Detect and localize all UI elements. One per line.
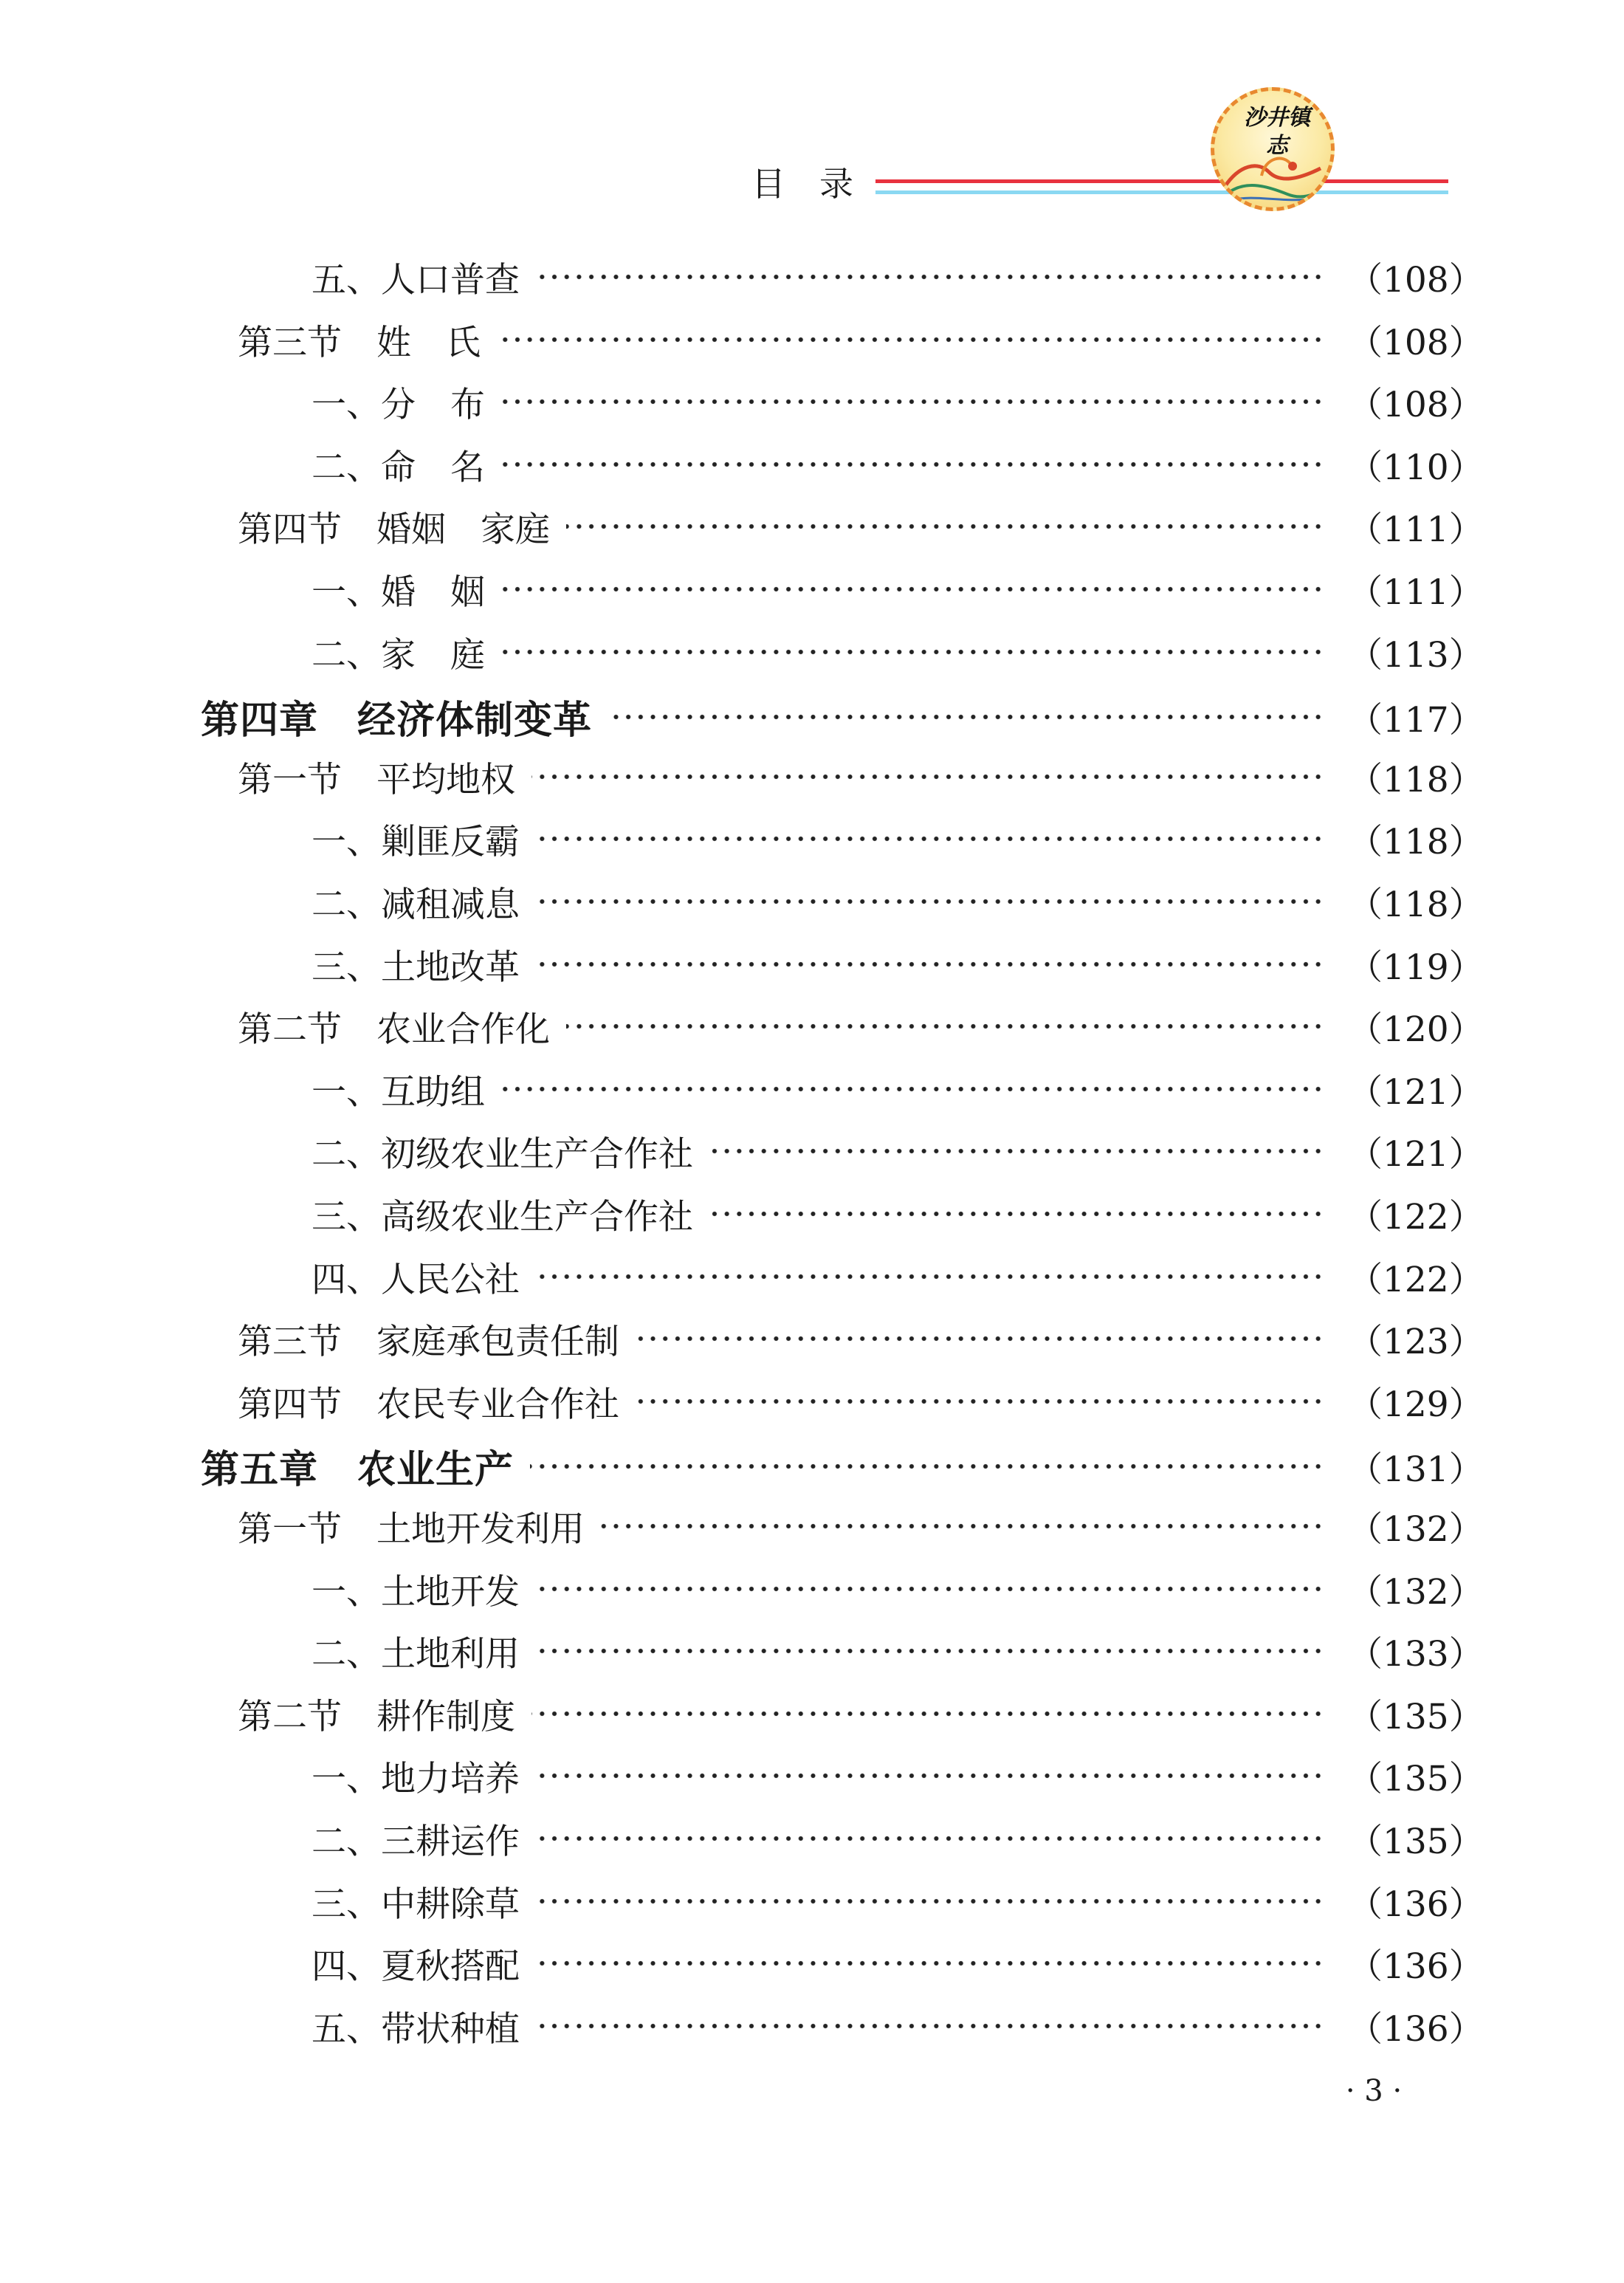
toc-entry-item bbox=[0, 874, 1624, 936]
toc-page-number: （110） bbox=[1348, 447, 1484, 488]
toc-title: 五、带状种植 bbox=[312, 2008, 520, 2050]
toc-page-number: （135） bbox=[1348, 1759, 1484, 1800]
toc-entry-chapter bbox=[0, 690, 1624, 752]
toc-entry-section bbox=[0, 999, 1624, 1061]
toc-title: 三、高级农业生产合作社 bbox=[312, 1197, 693, 1237]
toc-entry-item bbox=[0, 1187, 1624, 1249]
toc-entry-item bbox=[0, 625, 1624, 687]
toc-page-number: （118） bbox=[1348, 885, 1484, 925]
toc-leader-dots bbox=[709, 1203, 1324, 1225]
toc-title: 第一节 平均地权 bbox=[238, 759, 515, 800]
page-number: · 3 · bbox=[1345, 2074, 1403, 2108]
header-rule-blue bbox=[875, 190, 1448, 194]
toc-leader-dots bbox=[531, 766, 1324, 788]
seal-text: 沙井镇志 bbox=[1244, 105, 1310, 159]
toc-page-number: （123） bbox=[1348, 1322, 1484, 1363]
toc-entry-item bbox=[0, 1562, 1624, 1624]
toc-page-number: （118） bbox=[1348, 822, 1484, 863]
toc-leader-dots bbox=[636, 1328, 1324, 1350]
toc-entry-item bbox=[0, 562, 1624, 624]
toc-title: 二、三耕运作 bbox=[312, 1822, 520, 1862]
toc-entry-item bbox=[0, 1936, 1624, 1998]
toc-title: 第二节 农业合作化 bbox=[238, 1009, 550, 1051]
toc-title: 一、互助组 bbox=[312, 1071, 485, 1113]
toc-title: 一、分 布 bbox=[312, 385, 485, 426]
book-seal-logo bbox=[1211, 87, 1335, 211]
toc-page-number: （108） bbox=[1348, 385, 1484, 426]
toc-page-number: （118） bbox=[1348, 759, 1484, 800]
toc-title: 第二节 耕作制度 bbox=[238, 1696, 515, 1737]
toc-leader-dots bbox=[536, 1578, 1324, 1600]
toc-leader-dots bbox=[501, 453, 1324, 476]
toc-page-number: （132） bbox=[1348, 1571, 1484, 1613]
toc-leader-dots bbox=[501, 641, 1324, 663]
toc-entry-item bbox=[0, 1874, 1624, 1936]
toc-title: 第三节 姓 氏 bbox=[238, 322, 481, 363]
toc-entry-section bbox=[0, 312, 1624, 374]
toc-title: 二、命 名 bbox=[312, 447, 485, 488]
toc-leader-dots bbox=[536, 1266, 1324, 1288]
toc-entry-section bbox=[0, 749, 1624, 811]
toc-page-number: （108） bbox=[1348, 260, 1484, 301]
toc-entry-item bbox=[0, 1999, 1624, 2061]
toc-page-number: （117） bbox=[1348, 700, 1484, 741]
toc-leader-dots bbox=[536, 953, 1324, 975]
toc-title: 四、夏秋搭配 bbox=[312, 1946, 520, 1988]
toc-title: 二、土地利用 bbox=[312, 1634, 520, 1675]
toc-leader-dots bbox=[530, 1455, 1324, 1477]
toc-entry-item bbox=[0, 250, 1624, 312]
toc-title: 二、家 庭 bbox=[312, 634, 485, 676]
toc-leader-dots bbox=[501, 578, 1324, 600]
toc-leader-dots bbox=[501, 1078, 1324, 1100]
toc-title: 一、婚 姻 bbox=[312, 572, 485, 613]
toc-page-number: （120） bbox=[1348, 1009, 1484, 1051]
toc-page-number: （119） bbox=[1348, 947, 1484, 988]
toc-entry-section bbox=[0, 1374, 1624, 1436]
toc-title: 五、人口普查 bbox=[312, 260, 520, 301]
toc-leader-dots bbox=[536, 2015, 1324, 2037]
toc-leader-dots bbox=[536, 890, 1324, 913]
toc-page-number: （136） bbox=[1348, 1946, 1484, 1988]
toc-entry-chapter bbox=[0, 1439, 1624, 1501]
toc-page-number: （122） bbox=[1348, 1197, 1484, 1237]
toc-entry-item bbox=[0, 937, 1624, 999]
toc-leader-dots bbox=[531, 1703, 1324, 1725]
toc-leader-dots bbox=[497, 329, 1324, 351]
toc-page-number: （135） bbox=[1348, 1696, 1484, 1737]
toc-entry-section bbox=[0, 1311, 1624, 1373]
toc-leader-dots bbox=[536, 828, 1324, 850]
toc-page-number: （132） bbox=[1348, 1509, 1484, 1550]
toc-title: 第五章 农业生产 bbox=[201, 1448, 515, 1493]
toc-entry-item bbox=[0, 437, 1624, 499]
toc-leader-dots bbox=[566, 515, 1324, 538]
running-head: 目 录 bbox=[751, 164, 853, 204]
toc-leader-dots bbox=[709, 1140, 1324, 1162]
toc-page-number: （121） bbox=[1348, 1071, 1484, 1113]
toc-page-number: （108） bbox=[1348, 322, 1484, 363]
toc-entry-item bbox=[0, 1624, 1624, 1686]
toc-entry-item bbox=[0, 1748, 1624, 1810]
toc-leader-dots bbox=[536, 1952, 1324, 1974]
toc-page-number: （136） bbox=[1348, 2008, 1484, 2050]
toc-title: 第四节 农民专业合作社 bbox=[238, 1384, 619, 1425]
toc-leader-dots bbox=[608, 706, 1324, 728]
toc-title: 四、人民公社 bbox=[312, 1259, 520, 1300]
toc-entry-item bbox=[0, 1124, 1624, 1186]
toc-entry-item bbox=[0, 1811, 1624, 1873]
toc-title: 三、中耕除草 bbox=[312, 1884, 520, 1925]
toc-leader-dots bbox=[601, 1515, 1324, 1537]
toc-entry-item bbox=[0, 811, 1624, 873]
toc-leader-dots bbox=[566, 1015, 1324, 1037]
toc-title: 第一节 土地开发利用 bbox=[238, 1509, 585, 1550]
toc-page-number: （129） bbox=[1348, 1384, 1484, 1425]
toc-page-number: （113） bbox=[1348, 634, 1484, 676]
toc-title: 第四章 经济体制变革 bbox=[201, 698, 593, 744]
toc-leader-dots bbox=[536, 1827, 1324, 1850]
toc-entry-section bbox=[0, 499, 1624, 561]
toc-title: 一、土地开发 bbox=[312, 1571, 520, 1613]
toc-page-number: （111） bbox=[1348, 572, 1484, 613]
toc-title: 第四节 婚姻 家庭 bbox=[238, 509, 550, 551]
toc-entry-item bbox=[0, 374, 1624, 436]
toc-entry-item bbox=[0, 1249, 1624, 1311]
toc-title: 第三节 家庭承包责任制 bbox=[238, 1322, 619, 1363]
toc-page-number: （133） bbox=[1348, 1634, 1484, 1675]
toc-page-number: （122） bbox=[1348, 1259, 1484, 1300]
toc-title: 二、初级农业生产合作社 bbox=[312, 1134, 693, 1175]
toc-leader-dots bbox=[536, 1765, 1324, 1787]
phoenix-emblem-icon bbox=[1217, 135, 1328, 209]
toc-page-number: （135） bbox=[1348, 1822, 1484, 1862]
toc-title: 一、剿匪反霸 bbox=[312, 822, 520, 863]
toc-leader-dots bbox=[501, 391, 1324, 413]
toc-title: 二、减租减息 bbox=[312, 885, 520, 925]
toc-leader-dots bbox=[536, 1640, 1324, 1662]
toc-title: 三、土地改革 bbox=[312, 947, 520, 988]
toc-leader-dots bbox=[636, 1390, 1324, 1412]
toc-title: 一、地力培养 bbox=[312, 1759, 520, 1800]
toc-page-number: （131） bbox=[1348, 1449, 1484, 1491]
toc-page-number: （111） bbox=[1348, 509, 1484, 551]
toc-leader-dots bbox=[536, 266, 1324, 288]
toc-leader-dots bbox=[536, 1890, 1324, 1912]
header-rule-red bbox=[875, 179, 1448, 183]
toc-page-number: （136） bbox=[1348, 1884, 1484, 1925]
toc-entry-section bbox=[0, 1686, 1624, 1748]
toc-page-number: （121） bbox=[1348, 1134, 1484, 1175]
toc-entry-section bbox=[0, 1499, 1624, 1561]
toc-entry-item bbox=[0, 1062, 1624, 1124]
